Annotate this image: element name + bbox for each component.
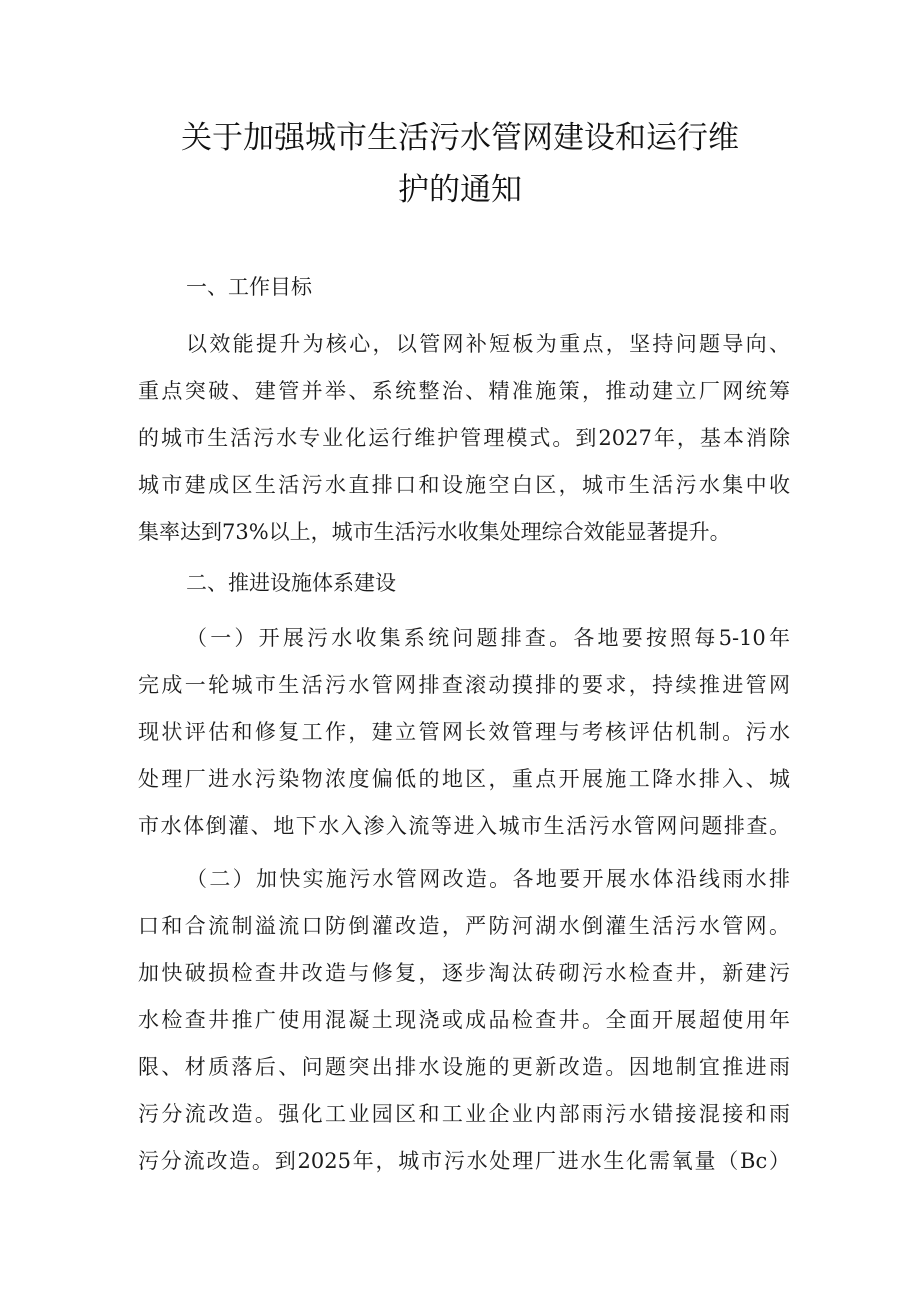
paragraph-line: 市水体倒灌、地下水入渗入流等进入城市生活污水管网问题排查。 — [138, 814, 790, 838]
paragraph-line: 集率达到73%以上，城市生活污水收集处理综合效能显著提升。 — [138, 520, 731, 544]
paragraph-line: 污分流改造。到2025年，城市污水处理厂进水生化需氧量（Bc） — [138, 1149, 790, 1173]
section-heading-goals: 一、工作目标 — [186, 275, 312, 299]
paragraph-line: 限、材质落后、问题突出排水设施的更新改造。因地制宜推进雨 — [138, 1055, 790, 1079]
section-heading-facilities: 二、推进设施体系建设 — [186, 571, 396, 595]
paragraph-line: 重点突破、建管并举、系统整治、精准施策，推动建立厂网统筹 — [138, 379, 790, 403]
paragraph-line: 以效能提升为核心，以管网补短板为重点，坚持问题导向、 — [186, 332, 790, 356]
paragraph-line: 加快破损检查井改造与修复，逐步淘汰砖砌污水检查井，新建污 — [138, 961, 790, 985]
paragraph-line: 水检查井推广使用混凝土现浇或成品检查井。全面开展超使用年 — [138, 1008, 790, 1032]
paragraph-line: 口和合流制溢流口防倒灌改造，严防河湖水倒灌生活污水管网。 — [138, 914, 790, 938]
paragraph-line: （二）加快实施污水管网改造。各地要开展水体沿线雨水排 — [186, 867, 790, 891]
title-line-2: 护的通知 — [398, 172, 522, 208]
paragraph-line: 污分流改造。强化工业园区和工业企业内部雨污水错接混接和雨 — [138, 1102, 790, 1126]
paragraph-line: 完成一轮城市生活污水管网排查滚动摸排的要求，持续推进管网 — [138, 673, 790, 697]
paragraph-line: 城市建成区生活污水直排口和设施空白区，城市生活污水集中收 — [138, 473, 790, 497]
title-line-1: 关于加强城市生活污水管网建设和运行维 — [181, 120, 739, 156]
paragraph-line: （一）开展污水收集系统问题排查。各地要按照每5-10年 — [186, 626, 790, 650]
paragraph-line: 的城市生活污水专业化运行维护管理模式。到2027年，基本消除 — [138, 426, 790, 450]
paragraph-line: 现状评估和修复工作，建立管网长效管理与考核评估机制。污水 — [138, 720, 790, 744]
paragraph-line: 处理厂进水污染物浓度偏低的地区，重点开展施工降水排入、城 — [138, 767, 790, 791]
document-title — [120, 112, 800, 216]
